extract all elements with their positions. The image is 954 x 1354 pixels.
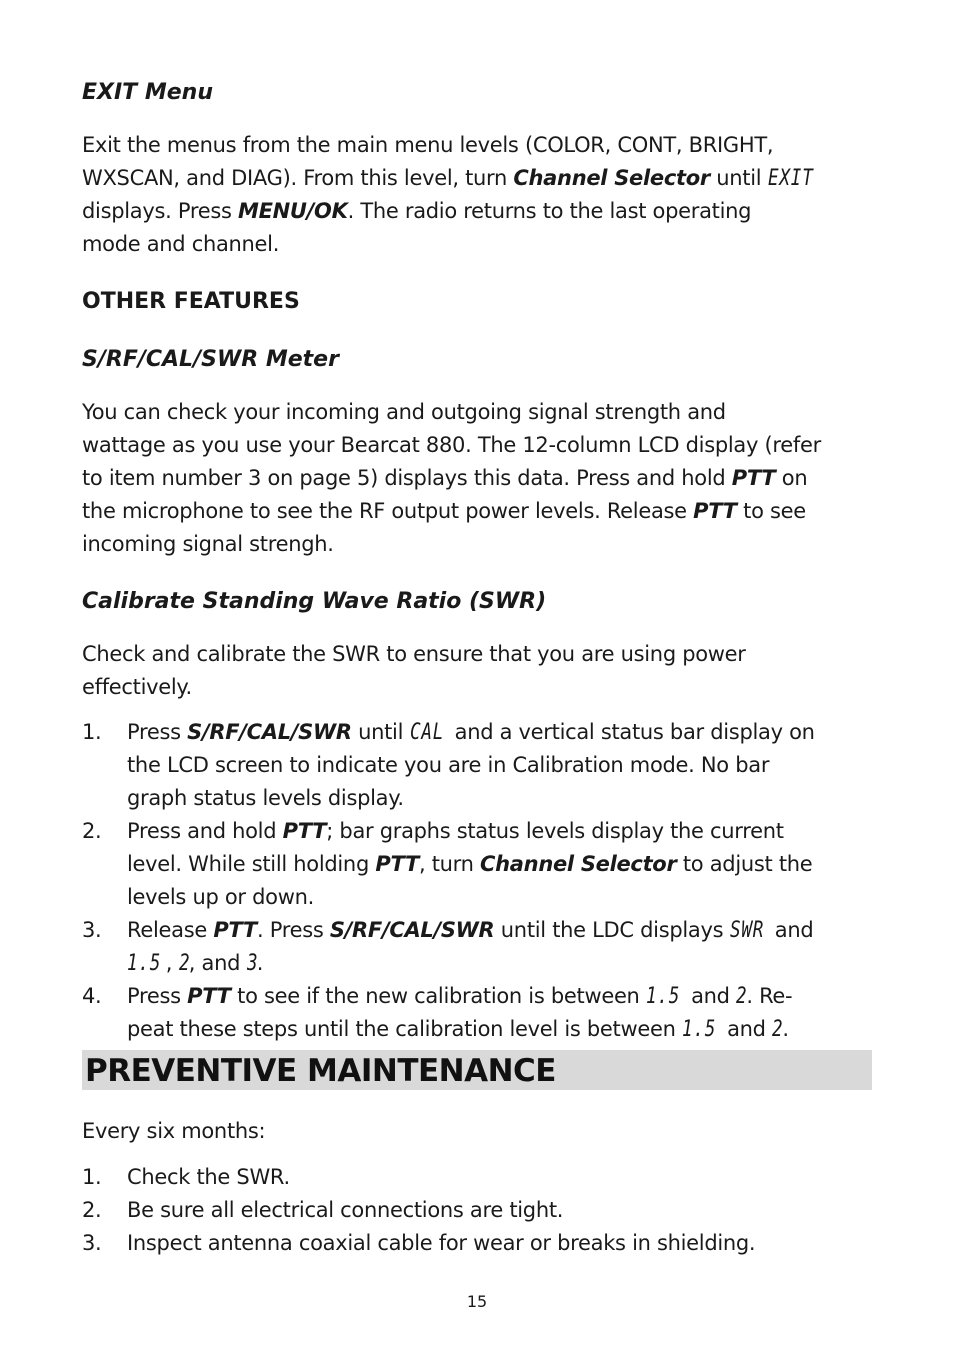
text-line: Check and calibrate the SWR to ensure that you are using power	[82, 642, 746, 666]
lcd-value: 2	[736, 984, 748, 1009]
text-line: mode and channel.	[82, 232, 280, 256]
exit-menu-paragraph	[82, 129, 872, 261]
text-line: wattage as you use your Bearcat 880. The 12-column LCD display (refer	[82, 433, 821, 457]
list-item: 4. Press PTT to see if the new calibration is between 1.5 and 2. Re- peat these steps until the calibration level is between 1.5 and 2.	[82, 980, 872, 1046]
page-number: 15	[466, 1292, 488, 1311]
text-line: WXSCAN, and DIAG). From this level, turn Channel Selector until EXIT	[82, 162, 872, 195]
exit-menu-heading: EXIT Menu	[82, 80, 213, 105]
lcd-value: 1.5	[127, 951, 162, 976]
text-line: effectively.	[82, 675, 192, 699]
text-line: the microphone to see the RF output power levels. Release PTT to see	[82, 499, 806, 523]
swr-steps-list	[82, 716, 872, 1046]
text-line: You can check your incoming and outgoing signal strength and	[82, 400, 726, 424]
list-item: 1. Check the SWR.	[82, 1165, 290, 1189]
text-line: incoming signal strengh.	[82, 532, 334, 556]
swr-heading: Calibrate Standing Wave Ratio (SWR)	[82, 589, 547, 614]
list-item: 3. Inspect antenna coaxial cable for wear or breaks in shielding.	[82, 1231, 756, 1255]
lcd-exit: EXIT	[767, 166, 814, 191]
list-item: 3. Release PTT. Press S/RF/CAL/SWR until the LDC displays SWR and 1.5 , 2, and 3.	[82, 914, 872, 980]
maintenance-list	[82, 1161, 872, 1260]
text-line: to item number 3 on page 5) displays this data. Press and hold PTT on	[82, 466, 808, 490]
lcd-value: 1.5	[645, 984, 681, 1009]
lcd-value: 1.5	[681, 1017, 717, 1042]
list-item: 1. Press S/RF/CAL/SWR until CAL and a vertical status bar display on the LCD screen to indicate you are in Calibration mode. No bar graph status levels display.	[82, 716, 872, 815]
text-line: displays. Press MENU/OK. The radio returns to the last operating	[82, 199, 752, 223]
text-line: Exit the menus from the main menu levels (COLOR, CONT, BRIGHT,	[82, 133, 774, 157]
list-item: 2. Press and hold PTT; bar graphs status levels display the current level. While still holding PTT, turn Channel Selector to adjust the levels up or down.	[82, 819, 813, 909]
other-features-heading: OTHER FEATURES	[82, 289, 300, 314]
meter-paragraph	[82, 396, 872, 561]
section-title: PREVENTIVE MAINTENANCE	[85, 1053, 556, 1089]
lcd-swr: SWR	[729, 918, 764, 943]
meter-heading: S/RF/CAL/SWR Meter	[82, 347, 339, 372]
lcd-value: 3	[246, 951, 258, 976]
lcd-cal: CAL	[409, 720, 444, 745]
swr-paragraph	[82, 638, 872, 704]
section-banner	[82, 1050, 872, 1090]
maintenance-intro: Every six months:	[82, 1119, 266, 1143]
lcd-value: 2	[772, 1017, 784, 1042]
lcd-value: 2	[178, 951, 190, 976]
list-item: 2. Be sure all electrical connections are tight.	[82, 1198, 564, 1222]
